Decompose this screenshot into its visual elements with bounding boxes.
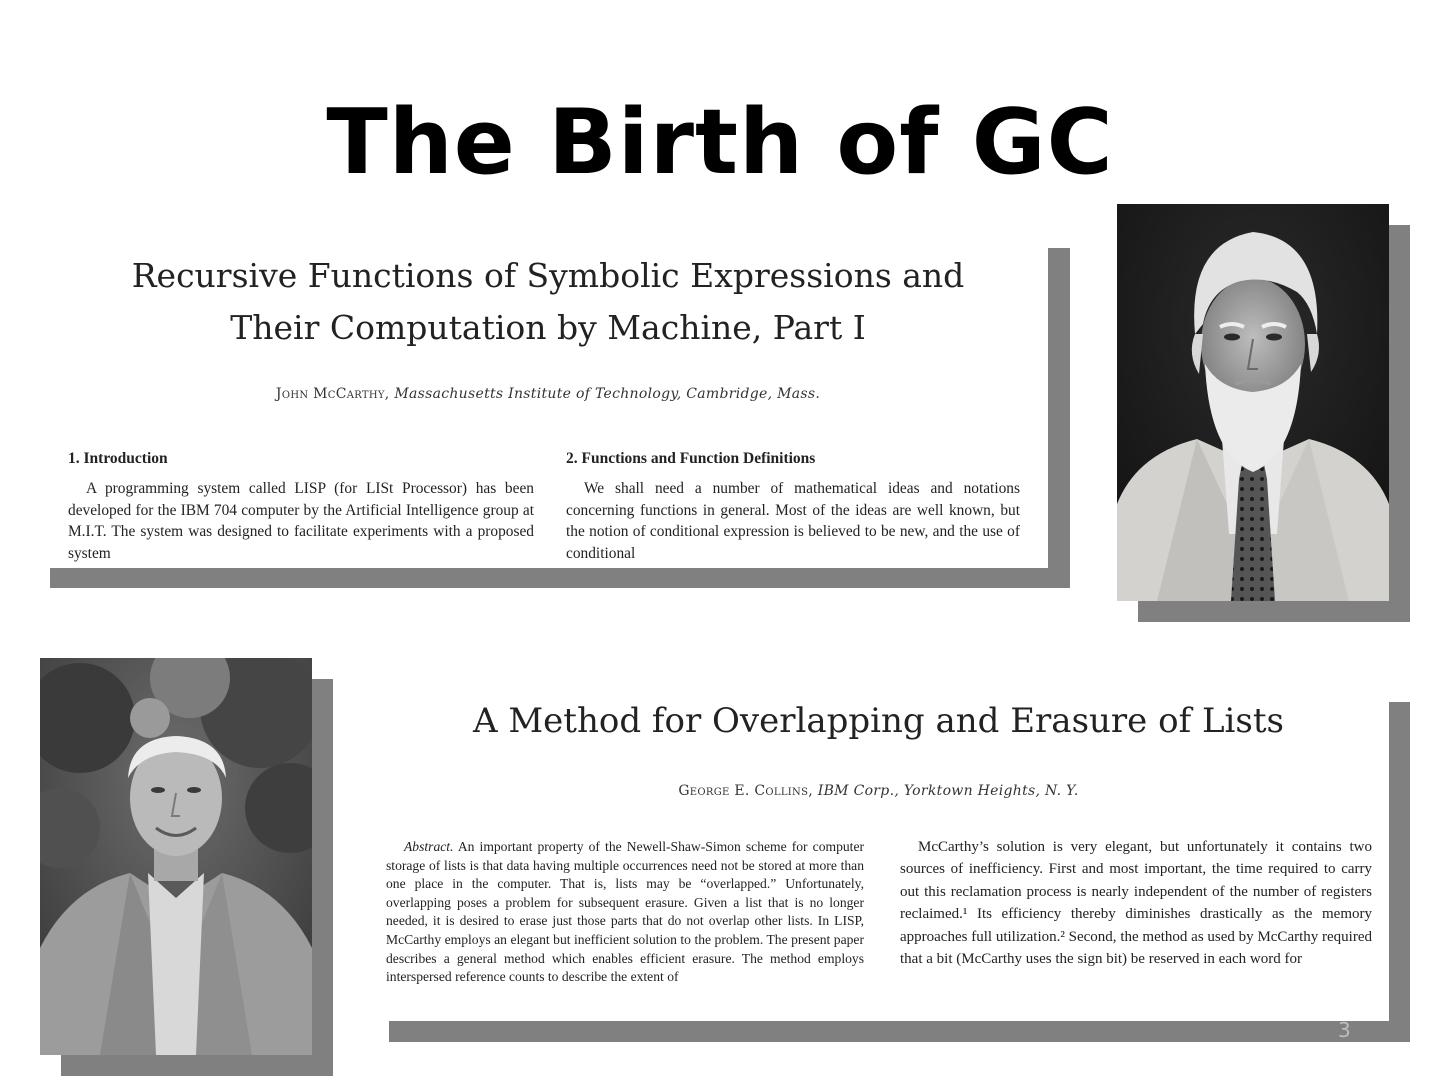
paper1-title-line2: Their Computation by Machine, Part I	[230, 308, 866, 347]
paper2-author: George E. Collins,	[678, 783, 813, 799]
paper2-abstract-label: Abstract.	[404, 839, 454, 854]
paper2-column-left	[386, 838, 864, 987]
paper1-byline	[48, 386, 1048, 402]
paper2-title: A Method for Overlapping and Erasure of Lists	[473, 701, 1284, 741]
paper1-title-line1: Recursive Functions of Symbolic Expressions and	[131, 256, 965, 295]
portrait-mccarthy-illustration	[1117, 204, 1389, 601]
paper2-abstract	[386, 838, 864, 987]
slide-title: The Birth of GC	[326, 90, 1114, 195]
mccarthy-photo	[1117, 204, 1389, 601]
paper2-right-text: McCarthy’s solution is very elegant, but unfortunately it contains two sources of inefficiency. First and most important, the time required to carry out this reclamation process is nearly independent of the number of registers reclaimed.¹ Its efficiency thereby diminishes drastically as the memory approaches full utilization.² Second, the method as used by McCarthy required that a bit (McCarthy uses the sign bit) be reserved in each word for	[900, 839, 1372, 968]
paper1-section1-text: A programming system called LISP (for LISt Processor) has been developed for the IBM 704 computer by the Artificial Intelligence group at M.I.T. The system was designed to facilitate experiments with a proposed system	[68, 480, 534, 562]
paper1-excerpt	[48, 228, 1048, 568]
page-number: 3	[1338, 1018, 1351, 1042]
collins-photo	[40, 658, 312, 1055]
paper2-affiliation: IBM Corp., Yorktown Heights, N. Y.	[817, 783, 1079, 799]
paper1-section1-heading: 1. Introduction	[68, 450, 168, 467]
paper1-section2-heading: 2. Functions and Function Definitions	[566, 450, 816, 467]
paper2-excerpt	[368, 681, 1389, 1021]
paper2-abstract-text: An important property of the Newell-Shaw-Simon scheme for computer storage of lists is that data having multiple occurrences need not be stored at more than one place in the computer. That is, lists may be “overlapped.” Unfortunately, overlapping poses a problem for subsequent erasure. Given a list that is no longer needed, it is desired to erase just those parts that do not overlap other lists. In LISP, McCarthy employs an elegant but inefficient solution to the problem. The present paper describes a general method which enables efficient erasure. The method employs interspersed reference counts to describe the extent of	[386, 839, 865, 985]
paper1-title	[48, 250, 1048, 354]
paper2-byline	[368, 783, 1389, 799]
paper1-author: John McCarthy,	[275, 386, 390, 402]
paper1-affiliation: Massachusetts Institute of Technology, Cambridge, Mass.	[394, 386, 821, 402]
paper2-column-right	[900, 836, 1372, 970]
paper1-column-right	[566, 450, 1020, 564]
paper1-column-left	[68, 450, 534, 564]
paper1-section2-text: We shall need a number of mathematical ideas and notations concerning functions in general. Most of the ideas are well known, but the notion of conditional expression is believed to be new, and the use of conditional	[566, 480, 1020, 562]
portrait-collins-illustration	[40, 658, 312, 1055]
